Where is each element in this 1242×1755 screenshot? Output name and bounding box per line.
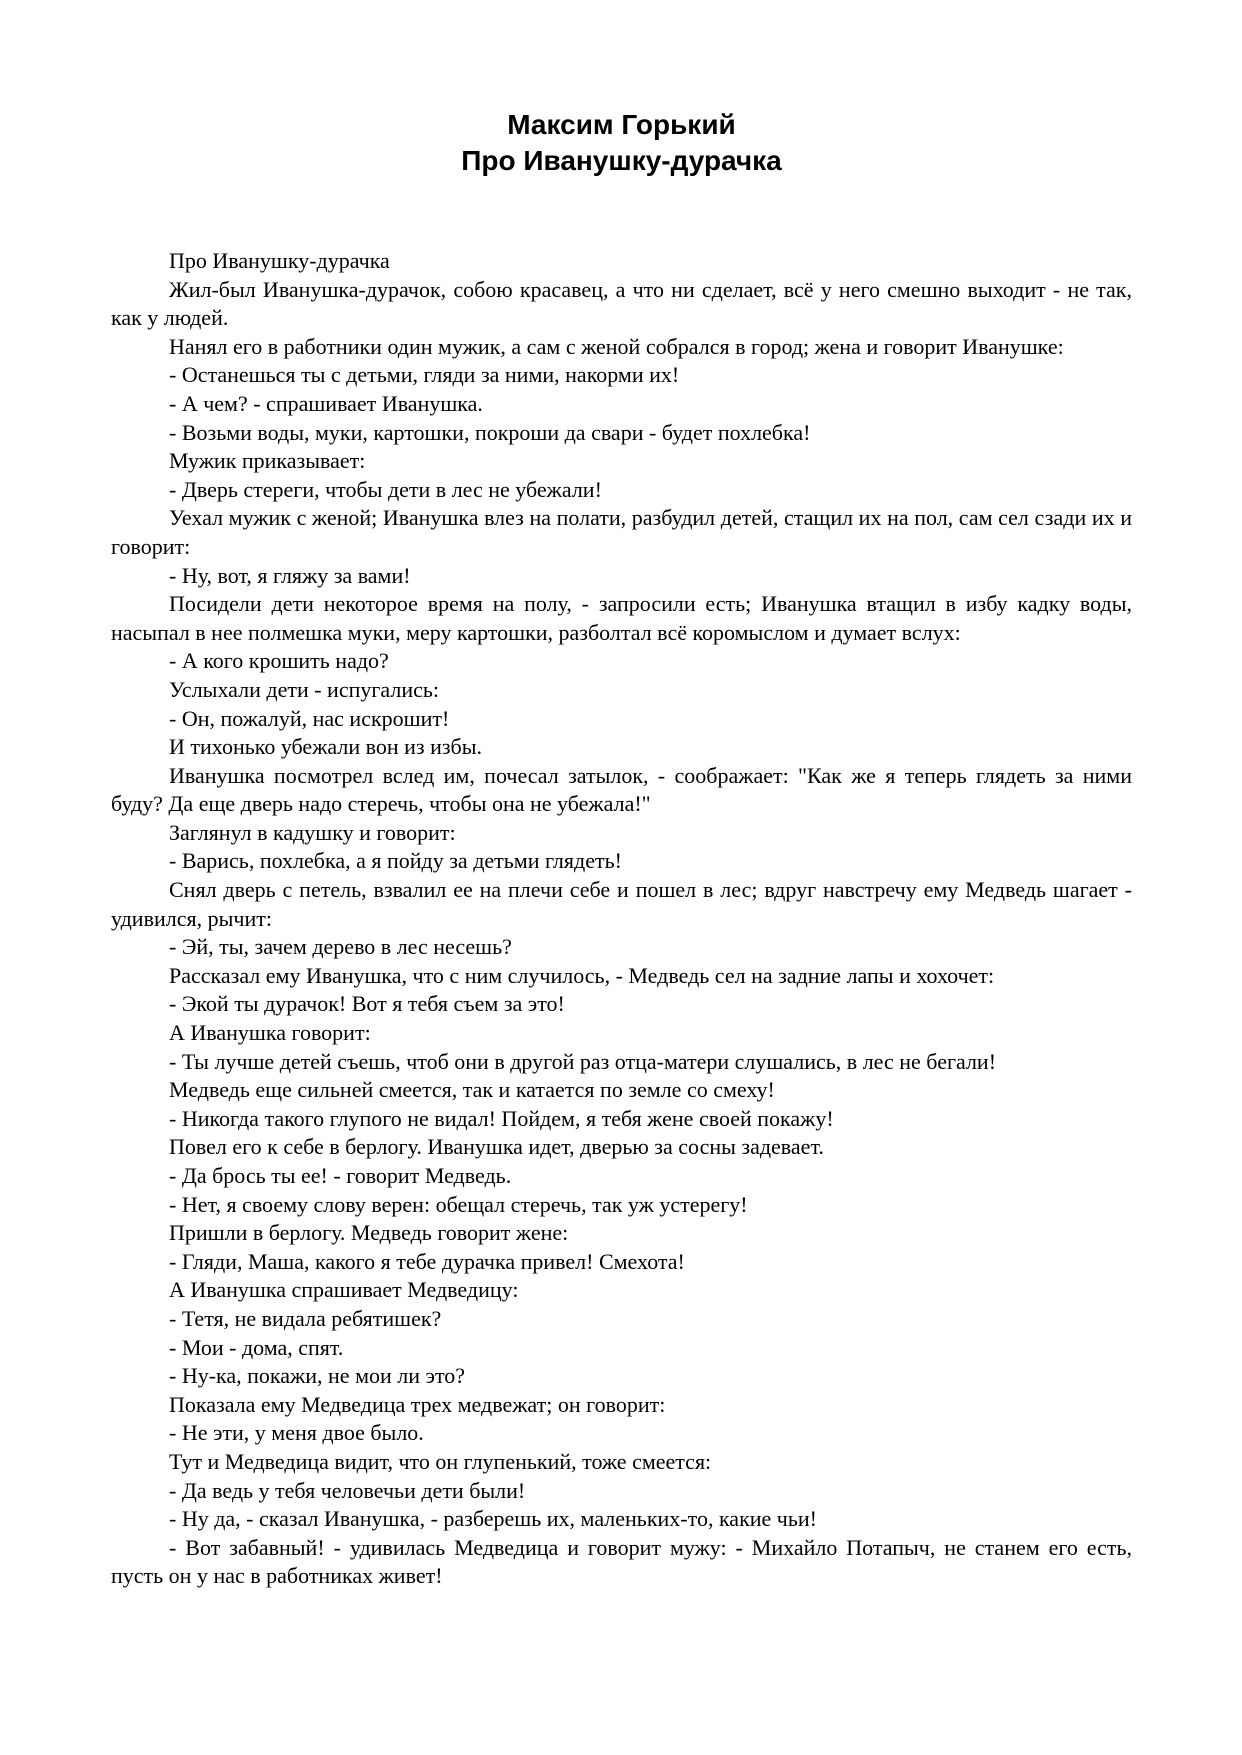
paragraph: - Ну-ка, покажи, не мои ли это?: [169, 1363, 466, 1389]
paragraph: - Ты лучше детей съешь, чтоб они в другой раз отца-матери слушались, в лес не бегали!: [169, 1048, 997, 1074]
paragraph: Снял дверь с петель, взвалил ее на плечи себе и пошел в лес; вдруг навстречу ему Медведь шагает - удивился, рычит:: [111, 877, 1132, 931]
paragraph: - Дверь стереги, чтобы дети в лес не убежали!: [169, 476, 602, 502]
paragraph: - Нет, я своему слову верен: обещал стеречь, так уж устерегу!: [169, 1191, 748, 1217]
paragraph: - Варись, похлебка, а я пойду за детьми глядеть!: [169, 848, 622, 874]
paragraph: Иванушка посмотрел вслед им, почесал затылок, - соображает: "Как же я теперь глядеть за ними буду? Да еще дверь надо стеречь, чтобы она не убежала!": [111, 762, 1132, 817]
paragraph: Уехал мужик с женой; Иванушка влез на полати, разбудил детей, стащил их на пол, сам сел сзади их и говорит:: [111, 505, 1132, 559]
paragraph: - Вот забавный! - удивилась Медведица и говорит мужу: - Михайло Потапыч, не станем его есть, пусть он у нас в работниках живет!: [111, 1534, 1132, 1589]
paragraph: Про Иванушку-дурачка: [169, 248, 390, 273]
paragraph: - Не эти, у меня двое было.: [169, 1420, 424, 1446]
paragraph: Посидели дети некоторое время на полу, - запросили есть; Иванушка втащил в избу кадку воды, насыпал в нее полмешка муки, меру картошки, разболтал всё коромыслом и думает вслух:: [111, 591, 1132, 645]
paragraph: - Тетя, не видала ребятишек?: [169, 1305, 442, 1331]
paragraph: - Мои - дома, спят.: [169, 1334, 344, 1360]
paragraph: - Он, пожалуй, нас искрошит!: [169, 705, 450, 731]
paragraph: - Эй, ты, зачем дерево в лес несешь?: [169, 934, 512, 960]
story-text: [111, 247, 1132, 1591]
paragraph: - Возьми воды, муки, картошки, покроши да свари - будет похлебка!: [169, 419, 811, 445]
paragraph: Мужик приказывает:: [169, 448, 366, 474]
paragraph: - Останешься ты с детьми, гляди за ними, накорми их!: [169, 362, 680, 388]
paragraph: - Да брось ты ее! - говорит Медведь.: [169, 1163, 512, 1188]
paragraph: А Иванушка говорит:: [169, 1020, 371, 1046]
paragraph: Медведь еще сильней смеется, так и катается по земле со смеху!: [169, 1077, 775, 1103]
paragraph: Показала ему Медведица трех медвежат; он говорит:: [169, 1391, 666, 1417]
paragraph: Жил-был Иванушка-дурачок, собою красавец, а что ни сделает, всё у него смешно выходит - не так, как у людей.: [111, 276, 1132, 331]
paragraph: Заглянул в кадушку и говорит:: [169, 819, 456, 845]
paragraph: - А кого крошить надо?: [169, 648, 389, 674]
paragraph: - Ну да, - сказал Иванушка, - разберешь их, маленьких-то, какие чьи!: [169, 1506, 817, 1532]
paragraph: Повел его к себе в берлогу. Иванушка идет, дверью за сосны задевает.: [169, 1134, 824, 1160]
paragraph: - Никогда такого глупого не видал! Пойдем, я тебя жене своей покажу!: [169, 1105, 834, 1131]
paragraph: Нанял его в работники один мужик, а сам с женой собрался в город; жена и говорит Иванушке:: [169, 333, 1064, 359]
paragraph: - Гляди, Маша, какого я тебе дурачка привел! Смехота!: [169, 1248, 685, 1274]
paragraph: Услыхали дети - испугались:: [169, 676, 440, 702]
paragraph: А Иванушка спрашивает Медведицу:: [169, 1277, 519, 1303]
paragraph: - Ну, вот, я гляжу за вами!: [169, 562, 411, 588]
paragraph: Пришли в берлогу. Медведь говорит жене:: [169, 1220, 569, 1246]
paragraph: Рассказал ему Иванушка, что с ним случилось, - Медведь сел на задние лапы и хохочет:: [169, 962, 995, 988]
document-page: [111, 0, 1132, 1591]
paragraph: - А чем? - спрашивает Иванушка.: [169, 390, 483, 416]
paragraph: Тут и Медведица видит, что он глупенький, тоже смеется:: [169, 1448, 712, 1474]
title-block: [111, 107, 1132, 179]
story-title: Про Иванушку-дурачка: [461, 145, 782, 176]
paragraph: И тихонько убежали вон из избы.: [169, 734, 483, 760]
paragraph: - Экой ты дурачок! Вот я тебя съем за это!: [169, 991, 565, 1017]
paragraph: - Да ведь у тебя человечьи дети были!: [169, 1477, 526, 1503]
author-name: Максим Горький: [507, 109, 736, 140]
